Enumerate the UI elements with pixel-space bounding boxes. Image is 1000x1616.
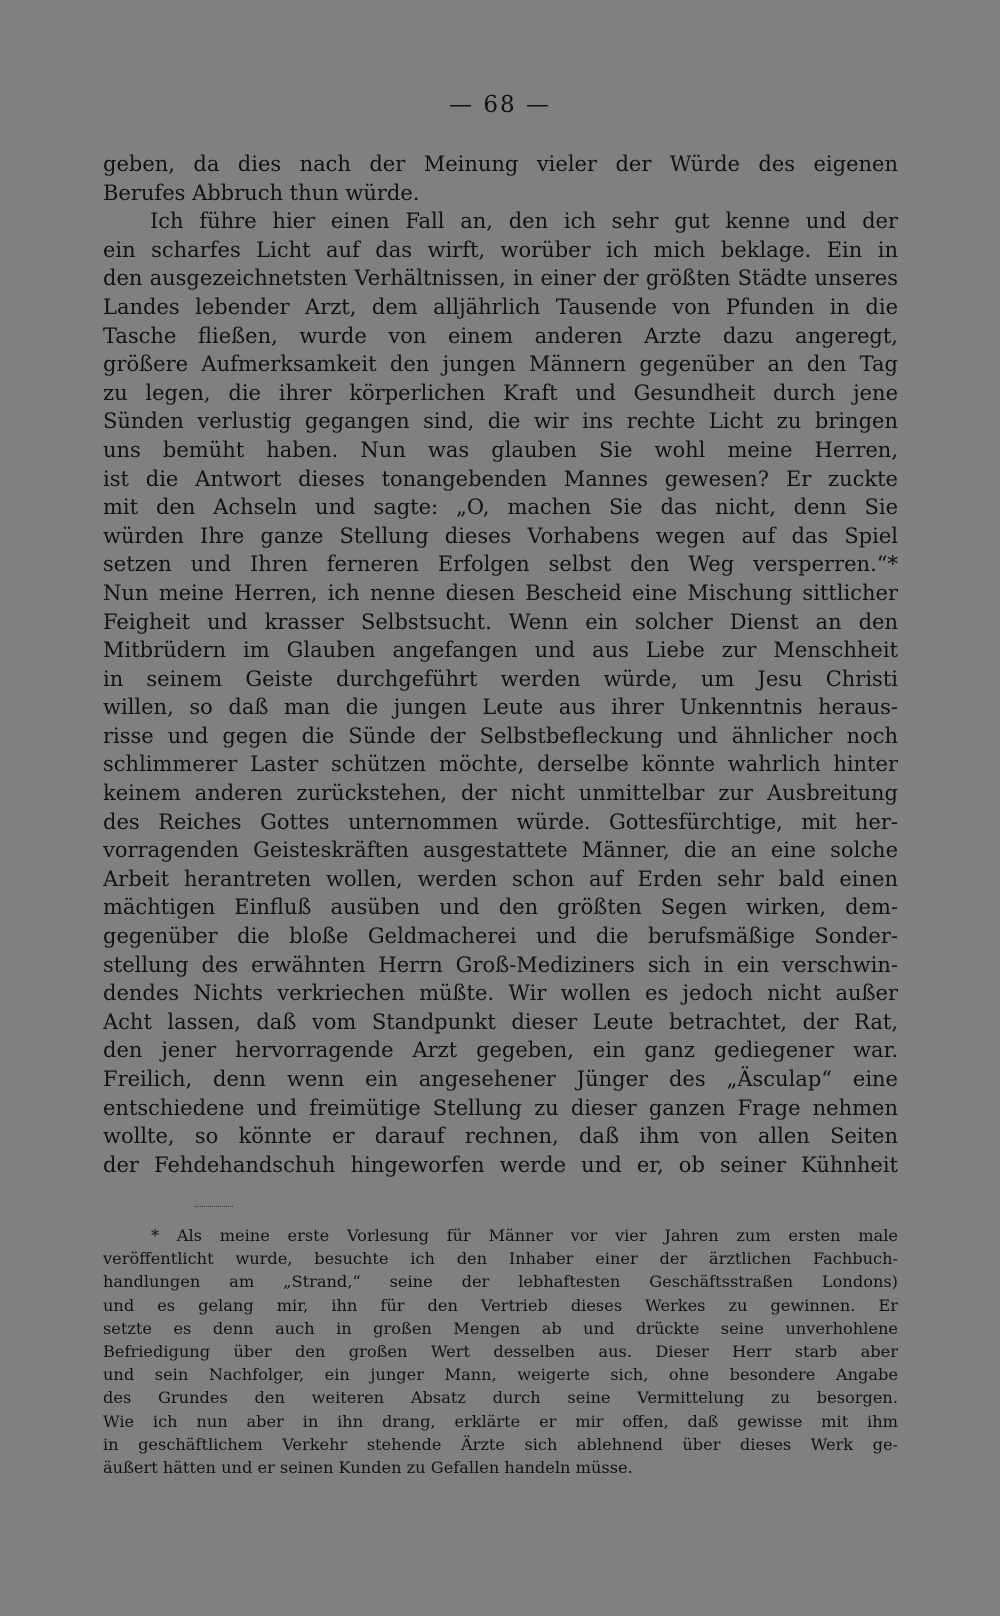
text-line: ein scharfes Licht auf das wirft, worüber ich mich beklage. Ein in: [103, 237, 898, 262]
text-line: zu legen, die ihrer körperlichen Kraft und Gesundheit durch jene: [103, 380, 898, 405]
text-line: Nun meine Herren, ich nenne diesen Bescheid eine Mischung sittlicher: [103, 580, 898, 605]
text-line: mit den Achseln und sagte: „O, machen Sie das nicht, denn Sie: [103, 495, 898, 520]
text-line: dendes Nichts verkriechen müßte. Wir wollen es jedoch nicht außer: [103, 981, 898, 1006]
text-line: in seinem Geiste durchgeführt werden würde, um Jesu Christi: [103, 666, 898, 691]
text-line: Sünden verlustig gegangen sind, die wir ins rechte Licht zu bringen: [103, 409, 898, 434]
text-line: den jener hervorragende Arzt gegeben, ein ganz gediegener war.: [103, 1038, 898, 1063]
text-line: schlimmerer Laster schützen möchte, derselbe könnte wahrlich hinter: [103, 752, 898, 777]
text-line: Landes lebender Arzt, dem alljährlich Tausende von Pfunden in die: [103, 294, 898, 319]
text-line: risse und gegen die Sünde der Selbstbefleckung und ähnlicher noch: [103, 723, 898, 748]
text-line: uns bemüht haben. Nun was glauben Sie wohl meine Herren,: [103, 437, 898, 462]
text-line: mächtigen Einfluß ausüben und den größten Segen wirken, dem-: [103, 895, 898, 920]
footnote-separator: [195, 1206, 233, 1207]
text-line: wollte, so könnte er darauf rechnen, daß ihm von allen Seiten: [103, 1124, 898, 1149]
text-line: willen, so daß man die jungen Leute aus ihrer Unkenntnis heraus-: [103, 695, 898, 720]
text-line: entschiedene und freimütige Stellung zu dieser ganzen Frage nehmen: [103, 1095, 898, 1120]
footnote-line: Wie ich nun aber in ihn drang, erklärte er mir offen, daß gewisse mit ihm: [103, 1411, 898, 1431]
text-line: Arbeit herantreten wollen, werden schon auf Erden sehr bald einen: [103, 866, 898, 891]
text-line: stellung des erwähnten Herrn Groß-Mediziners sich in ein verschwin-: [103, 952, 898, 977]
text-line: vorragenden Geisteskräften ausgestattete Männer, die an eine solche: [103, 838, 898, 863]
text-line: Mitbrüdern im Glauben angefangen und aus Liebe zur Menschheit: [103, 638, 898, 663]
text-line: würden Ihre ganze Stellung dieses Vorhabens wegen auf das Spiel: [103, 523, 898, 548]
text-line: größere Aufmerksamkeit den jungen Männern gegenüber an den Tag: [103, 352, 898, 377]
text-line: keinem anderen zurückstehen, der nicht unmittelbar zur Ausbreitung: [103, 781, 898, 806]
footnote-line: veröffentlicht wurde, besuchte ich den Inhaber einer der ärztlichen Fachbuch-: [103, 1249, 898, 1269]
footnote-line: handlungen am „Strand,“ seine der lebhaftesten Geschäftsstraßen Londons): [103, 1272, 898, 1292]
text-line: Tasche fließen, wurde von einem anderen Arzte dazu angeregt,: [103, 323, 898, 348]
footnote-line: Befriedigung über den großen Wert desselben aus. Dieser Herr starb aber: [103, 1341, 898, 1361]
footnote: [103, 1224, 898, 1479]
page-number: — 68 —: [449, 92, 551, 118]
text-line: den ausgezeichnetsten Verhältnissen, in einer der größten Städte unseres: [103, 266, 898, 291]
footnote-line: und es gelang mir, ihn für den Vertrieb dieses Werkes zu gewinnen. Er: [103, 1295, 898, 1315]
footnote-line: in geschäftlichem Verkehr stehende Ärzte sich ablehnend über dieses Werk ge-: [103, 1434, 898, 1454]
footnote-line: setzte es denn auch in großen Mengen ab und drückte seine unverhohlene: [103, 1318, 898, 1338]
footnote-line: * Als meine erste Vorlesung für Männer vor vier Jahren zum ersten male: [151, 1226, 898, 1245]
text-line: Ich führe hier einen Fall an, den ich sehr gut kenne und der: [150, 209, 898, 234]
footnote-line: äußert hätten und er seinen Kunden zu Gefallen handeln müsse.: [103, 1457, 633, 1477]
text-line: Acht lassen, daß vom Standpunkt dieser Leute betrachtet, der Rat,: [103, 1009, 898, 1034]
footnote-line: des Grundes den weiteren Absatz durch seine Vermittelung zu besorgen.: [103, 1388, 898, 1408]
text-line: Berufes Abbruch thun würde.: [103, 180, 420, 205]
text-line: geben, da dies nach der Meinung vieler der Würde des eigenen: [103, 152, 898, 176]
text-line: Freilich, denn wenn ein angesehener Jünger des „Äsculap“ eine: [103, 1067, 898, 1091]
text-line: Feigheit und krasser Selbstsucht. Wenn ein solcher Dienst an den: [103, 609, 898, 634]
text-line: ist die Antwort dieses tonangebenden Mannes gewesen? Er zuckte: [103, 466, 898, 491]
text-line: des Reiches Gottes unternommen würde. Gottesfürchtige, mit her-: [103, 809, 898, 834]
text-line: gegenüber die bloße Geldmacherei und die berufsmäßige Sonder-: [103, 924, 898, 949]
text-line: der Fehdehandschuh hingeworfen werde und er, ob seiner Kühnheit: [103, 1152, 898, 1177]
text-line: setzen und Ihren ferneren Erfolgen selbst den Weg versperren.“*: [103, 552, 898, 577]
body-text: [103, 150, 898, 1179]
footnote-line: und sein Nachfolger, ein junger Mann, weigerte sich, ohne besondere Angabe: [103, 1365, 898, 1385]
